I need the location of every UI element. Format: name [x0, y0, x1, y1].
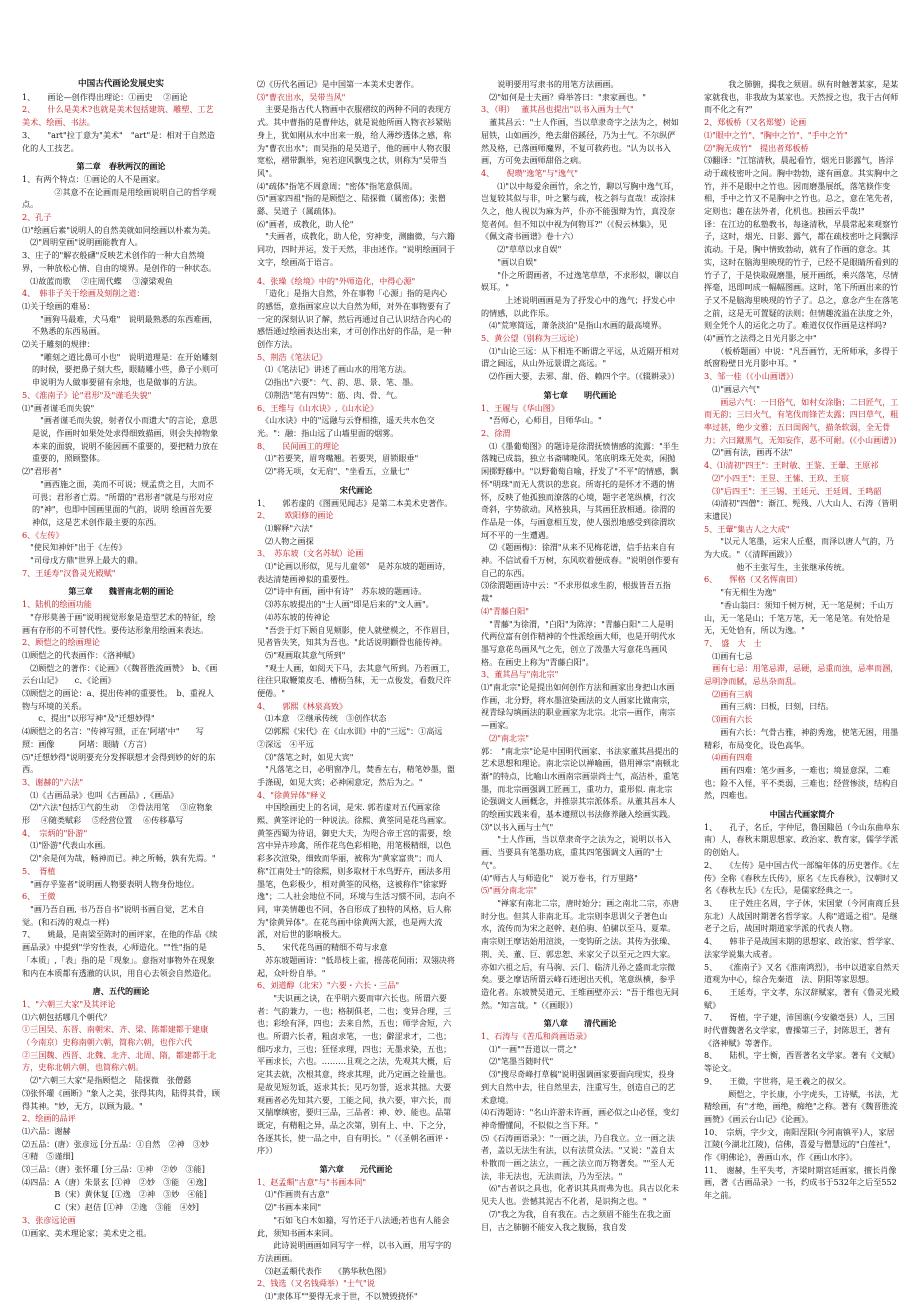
text-line: 1、 孔子，名丘，字仲尼，鲁国陬邑（今山东曲阜东南）人，春秋末期思想家、政治家、教育家，儒学学派的创始人。 [704, 821, 900, 858]
text-line: ⑵"书画本来同" [257, 1202, 322, 1213]
text-line: ⑵"草草以求自娱" [481, 244, 562, 255]
text-line: ⑴"画者谨毛而失貌" [22, 402, 95, 413]
text-line: ⑴画家、美术理论家；美术史之祖。 [22, 1227, 152, 1238]
section-heading: 唐、五代的画论 [92, 986, 150, 997]
column-4 [704, 78, 900, 1202]
text-line: 1、"六朝三大家"及其评论 [22, 998, 116, 1009]
text-line: ⑷"荒寒简远，萧条淡泊"是指山水画的最高境界。 [481, 320, 667, 331]
text-line: 8、 民间画工的理论 [257, 440, 340, 451]
text-line: ⑴"若要笑，眉弯嘴翘。若要哭，眉锁眼垂" [257, 453, 419, 464]
text-line: ⑴本意 ②继承传统 ③创作状态 [257, 713, 387, 724]
section-heading: 宋代画论 [339, 484, 373, 495]
text-line: ⑵"六法"包括①气韵生动 ②骨法用笔 ③应物象形 ④随类赋彩 ⑤经营位置 ⑥传移摹写 [22, 802, 213, 826]
text-line: 3、张彦远论画 [22, 1214, 76, 1225]
text-line: 3、庄子的"解衣般礴"反映艺术创作的一种大自然境界，一种放松心情、自由的境界。是创作的一种状态。 [22, 250, 217, 273]
text-line: ②其意不在论画而是用绘画说明自己的哲学观点。 [22, 186, 217, 210]
text-line: ⑴"以中每爱余画竹，余之竹，聊以写胸中逸气耳，岂复较其似与非，叶之繁与疏，枝之斜与直哉！或涂抹久之，他人视以为麻为芦，仆亦不能强辩为竹，真没奈览者何。但不知以中视为何物耳?"（《倪云林集》，见《佩文斋书画谱》卷十六） [481, 180, 679, 242]
text-line: ⑴"山论三远：从下相连不断谓之平远，从近隔开相对谓之阔远，从山外远景谓之高远。" [481, 345, 679, 369]
text-line: 3、 "art"拉丁意为"美术" "art"是：相对于自然造化的人工技艺。 [22, 129, 216, 153]
text-line: "画西施之面，美而不可说；规孟贲之目，大而不可畏；君形者亡焉。"所谓的"君形者"就是与形对应的"神"，也即中国画里面的气韵，说明 绘画首先要神似，这是艺术创作最主要的东西。 [32, 478, 214, 527]
text-line: 2、郑板桥（又名郑燮）论画 [704, 117, 807, 128]
text-line: "存形莫善于画"说明视觉形象是造型艺术的特征，绘画有存形的不可替代性。要传达形象用绘画来表达。 [22, 611, 216, 635]
text-line: 4、"徐黄异体"释义 [257, 789, 327, 800]
text-line: "有无相生为逸" [704, 587, 777, 598]
text-line: 1、陆机的绘画功能 [22, 599, 92, 610]
text-line: "香山翁曰：须知千树万树，无一笔是树；千山万山，无一笔是山；千笔万笔，无一笔是笔。有处恰是无，无处恰有，所以为逸。" [704, 599, 894, 636]
text-line: 6、《左传》 [22, 529, 64, 540]
text-line: ⑶翻译："江馆清秋，晨起看竹，烟光日影露气，皆浮动于疏枝密叶之间。胸中勃勃，遂有画意。其实胸中之竹，并不是眼中之竹也。因而磨墨展纸，落笔倏作变相，手中之竹又不是胸中之竹也。总之，意在笔先者，定则也；趣在法外者，化机也。独画云乎哉!" [704, 155, 899, 217]
text-line: C（宋）赵佶 [①神 ②逸 ③能 ④妙] [22, 1202, 199, 1213]
text-line: 6、刘道醇（北宋）"六要・六长・三品" [257, 980, 400, 991]
text-line: "以元人笔墨，运宋人丘壑，而泽以唐人气韵，乃为大成。"（《清晖画跋》） [704, 536, 894, 560]
text-line: ⑵五品：(唐）张彦远 [分五品：①自然 ②神 ③妙 ④精 ⑤谨细] [22, 1138, 218, 1162]
text-line: 董其昌云："士人作画，当以草隶奇字之法为之，树如屈铁，山如画沙，绝去甜俗蹊径，乃为士气。不尔纵俨然及格，已落画师魔界，不复可救药也。"认为以书入画，方可免去画师甜俗之病。 [481, 117, 679, 166]
text-line: 1、 郭若虚的《图画见闻志》是第二本美术史著作。 [257, 497, 453, 508]
text-line: ⑴关于绘画的难易： [22, 300, 95, 311]
text-line: ⑸"迁想妙得"说明要充分发挥联想才会得到妙的好的东西。 [22, 751, 216, 775]
text-line: ⑵"君形者" [22, 466, 62, 477]
text-line: ⑷"师古人与师造化" 说万卷书，行万里路" [481, 872, 638, 883]
text-line: 7、 盛 大 士 [704, 637, 762, 648]
text-line: 画有六长：气骨古雅，神韵秀逸，使笔无困，用墨精彩，布局变化，设色高华。 [704, 726, 899, 750]
text-line: ⑶"落笔之时，如见大宾" [257, 751, 354, 762]
text-line: ⑴"眼中之竹"、"胸中之竹"、"手中之竹" [704, 129, 848, 140]
text-line: ⑶苏东坡提出的"士人画"即是后来的"文人画"。 [257, 599, 434, 610]
text-line: ⑹"画者，成教化，助人伦" [257, 218, 354, 229]
text-line: "青藤"为徐渭，"白阳"为陈淳；"青藤白阳"二人是明代两位富有创作精神的个性派绘画大师，也是开明代水墨写意花鸟画风气之先，创立了泼墨大写意花鸟画风格。在画史上称为"青藤白阳"。 [481, 618, 676, 667]
text-line: 2、钱选（又名钱舜举）"士气"说 [257, 1278, 375, 1289]
text-line: 3、谢赫的"六法" [22, 776, 84, 787]
text-line: 3、邹一桂（《小山画谱》） [704, 371, 799, 382]
text-line: ⑵"胸无成竹" 提出者郑板桥 [704, 142, 809, 153]
text-line: "禅家有南北二宗，唐时始分；画之南北二宗，亦唐时分也。但其人非南北耳。北宗则李思训父子著色山水，流传而为宋之赵幹、赵伯驹、伯骕以至马、夏辈。南宗则王摩诘始用渲淡，一变钩斫之法。其传为张璪、荆、关、董、巨、郭忠恕、米家父子以至元之四大家。亦如六祖之后，有马驹、云门、临济儿孙之盛而北宗微矣。要之摩诘所谓云峰石迹迥出天机，笔意纵横，参乎造化者。东坡赞吴道元、王维画壁亦云："吾于维也无间然。"知言哉。"（《画眼》） [481, 898, 679, 1010]
text-line: ⑸"画分南北宗" [481, 885, 538, 896]
text-line: ⑶赵孟頫代表作 《鹊华秋色图》 [257, 1265, 391, 1276]
text-line: ⑶"以书入画与士气" [481, 821, 554, 832]
text-line: ⑶画有六长 [704, 714, 753, 725]
text-line: 8、 陆机，字士衡，西晋著名文学家。著有《文赋》等论文。 [704, 1050, 900, 1074]
text-line: ⑸《石涛画语录》："一画之法，乃自我立。立一画之法者，盖以无法生有法，以有法贯众法。"又说："盖自太朴散而一画之法立，一画之法立而万物著矣。""至人无法，非无法也，无法而法，乃为至法。" [481, 1132, 675, 1181]
section-heading: 第三章 魏晋南北朝的画论 [68, 586, 174, 597]
text-line: ⑴解释"六法" [257, 522, 314, 533]
section-heading: 第六章 元代画论 [319, 1164, 393, 1175]
text-line: ⑵"余是何为哉，畅神而已。神之所畅，孰有先焉。" [22, 853, 216, 864]
text-line: ⑴六品：谢赫 [22, 1125, 71, 1136]
section-heading: 中国古代画家简介 [769, 809, 835, 820]
text-line: 6、王维与《山水诀》,《山水论》 [257, 402, 379, 413]
text-line: "夫画者，成教化，助人伦，穷神变，测幽微，与六籍同功，四时并运，发于天然，非由述作。"说明绘画同于文字，绘画高于语言。 [257, 231, 455, 267]
text-line: 1、王履与《华山图》 [481, 402, 559, 413]
text-line: ⑵作画大要，去邪、甜、俗、赖四个字。（《辍耕录》） [481, 371, 680, 382]
text-line: B（宋）黄休复 [①逸 ②神 ③妙 ④能] [22, 1189, 207, 1200]
text-line: ⑵《题画梅》：徐渭"从来不见梅花谱，信手拈来自有神。不信试看千万树，东风吹着便成春。"说明创作要有自己的东西。 [481, 542, 679, 578]
column-1 [22, 78, 220, 1239]
text-line: 6、 王延寿，字文孝，东汉辞赋家，著有《鲁灵光殿赋》 [704, 986, 900, 1010]
text-line: 2、孔子 [22, 212, 52, 223]
text-line: 2、 《左传》是中国古代一部编年体的历史著作。《左传》全称《春秋左氏传》，原名《左氏春秋》，汉朝时又名《春秋左氏》《左氏》，是儒家经典之一。 [704, 859, 900, 896]
text-line: ⑵"画有法，画再不法" [704, 447, 793, 458]
text-line: ⑴六朝包括哪几个朝代？ [22, 1011, 112, 1022]
text-line: 3、董其昌与"南北宗" [481, 669, 559, 680]
text-line: ⑹"古者识之具也，化者识其具而弗为也。具古以化未见夫人也。尝憾其泥古不化者，是识拘之也。" [481, 1183, 679, 1207]
text-line: 3、 苏东坡（文名苏轼）论画 [257, 548, 364, 559]
text-line: 7、 姚最，是南梁至陈时的画评家，在他的作品《续画品录》中提到"学穷性表，心师造化。""性"指的是「本质」,「表」指的是「现象」。意指对事物外在现象和内在本质都有透澈的认识，用自心去领会自然造化。 [22, 929, 218, 978]
text-line: 11、 谢赫，生平失考，齐梁时期宫廷画家，擅长肖像画，著《古画品录》一书，约成书于532年之后至552年之前。 [704, 1164, 897, 1201]
text-line: ⑷石涛题诗："名山许游未许画，画必似之山必怪，变幻神奇懵懂间，不似似之当下拜。" [481, 1107, 679, 1130]
text-line: 4、 郭熙《林泉高致》 [257, 700, 348, 711]
text-line: 6、 恽格（又名恽南田） [704, 574, 803, 585]
text-line: ⑵"如何是士夫画？舜举答曰："隶家画也。" [481, 91, 646, 102]
text-line: ⑴"卧游"代表山水画。 [22, 840, 111, 851]
text-line: 画有四难：笔少画多，一难也；境显意深，二难也；险不入怪，平不类弱，三难也；经营惨淡，结构自然，四难也。 [704, 764, 899, 801]
text-line: 4、 宗炳的"卧游" [22, 827, 88, 838]
text-line: ⑴"作画贵有古意" [257, 1189, 330, 1200]
section-heading: 中国古代画论发展史实 [78, 79, 164, 89]
text-line: "画存乎鉴者"说明画人物要表明人物身份地位。 [22, 878, 200, 889]
text-line: ⑷"疏体"指笔不周意周；"密体"指笔意俱周。 [257, 180, 418, 191]
text-line: ⑵"笔墨当随时代" [481, 1056, 554, 1067]
text-line: ⑷苏东坡的传神论 [257, 611, 330, 622]
text-line: "观士人画，如阅天下马，去其意气所到。乃若画工，往往只取鞭策皮毛、槽枥刍秣，无一点俊发，看数尺许便倦。" [257, 662, 455, 699]
text-line: 4、 韩非子是战国末期的思想家、政治家、哲学家、法家学说集大成者。 [704, 936, 900, 959]
text-line: 我之肺腑，揭我之须眉。纵有时触著某家，是某家就我也，非我故为某家也。天然授之也，我于古何师而不化之有?" [704, 79, 899, 115]
text-line: 5、《淮南子》论"君形"及"谨毛失貌" [22, 389, 152, 400]
text-line: "雕刻之道比鼻可小也" 说明道理是：在开始雕刻的时候，要把鼻子刻大些，眼睛雕小些，鼻子小则可申说明为人做事要留有余地，也是做事的方法。 [32, 351, 219, 388]
text-line: 5、黄公望（别称为三远论） [481, 333, 584, 344]
text-line: 4、 倪瓒"逸笔"与"逸气" [481, 167, 578, 178]
text-line: 1、有两个特点：①画论的人不是画家。 [22, 173, 165, 184]
text-line: 4、⑴清初"四王"：王时敏、王鉴、王翬、王原祁 [704, 460, 879, 471]
text-line: ⑴"一画""吾道以一贯之" [481, 1043, 577, 1054]
text-line: ⑸"观画取其意气所到" [257, 649, 346, 660]
text-line: 1、石涛与《苦瓜和尚画语录》 [481, 1031, 592, 1042]
text-line: 上述说明画画是为了抒发心中的逸气；抒发心中的情感，以此作乐。 [481, 294, 676, 318]
text-line: 6、 王微 [22, 891, 56, 902]
text-line: ⑴顾恺之的代表画作：《洛神赋》 [22, 649, 140, 660]
text-line: ⑶"搜尽奇峰打草稿"说明强调画家要面向现实，投身到大自然中去，往自然里去，注重写生，创造自己的艺术意境。 [481, 1069, 676, 1105]
section-heading: 第八章 清代画论 [543, 1018, 617, 1029]
text-line: 「造化」是指大自然，外在事物「心源」指的是内心的感悟，意指画家应以大自然为师，对外在事物要有了一定的深刻认识了解，然后再通过自己认识结合内心的感悟通过绘画表达出来，才可创作出好的作品，是一种创作方法。 [257, 288, 452, 350]
text-line: 10、 宗炳，字少文，南阳涅阳(今河南镇平)人，家居江陵(今湖北江陵)，信佛，喜爱与僧慧远的"白莲社"，作《明佛论》，善画山水，作《画山水序》。 [704, 1126, 896, 1163]
text-line: ⑵郭熙《宋代》在《山水训》中的"三远"：①高远 ②深远 ④平远 [257, 726, 451, 749]
text-line: 5、 《淮南子》又名《淮南鸿烈》，书中以道家自然天道观为中心，综合先秦道 法、阴阳等家思想。 [704, 961, 900, 985]
text-line: ②三国魏、西晋、北魏、北齐、北周、隋，都建都于北方，史称北朝六朝，也简称六朝。 [22, 1049, 217, 1073]
text-line: ⑴"南北宗"论是提出如何创作方法和画家出身把山水画作画，北分野，将水墨渲染画法的文人画家比做南宗，视青绿勾填画法的职业画家为北宗。北宗—画作，南宗—画家。 [481, 682, 676, 731]
text-line: ⑵"南北宗" [481, 732, 529, 743]
text-line: ⑵"六朝三大家"是指顾恺之 陆探微 张僧繇 [22, 1075, 192, 1086]
text-line: 7、王延寿"汉鲁灵光殿赋" [22, 567, 116, 578]
text-line: ⑵"小四王"：王昱、王愫、王玖、王宸 [704, 472, 850, 483]
column-2 [257, 78, 455, 1303]
text-line: ⑴"论画以形似，见与儿童邻" 是苏东坡的题画诗，表达清楚画神似的重要性。 [257, 561, 451, 584]
text-line: 说明要用写隶书的用笔方法画画。 [481, 79, 619, 89]
text-line: ⑶张怀瓘《画断》"象人之美，张得其肉，陆得其骨，顾得其神。"妙，无方，以顾为最。" [22, 1087, 220, 1111]
text-line: 画有三病：曰板，曰刻，曰结。 [704, 701, 834, 712]
text-line: ⑵画有三病 [704, 688, 753, 699]
text-line: 9、 王微，字世将，是王羲之的叔父。 [704, 1075, 851, 1086]
text-line: "画狗马最难，犬马难" 说明最熟悉的东西难画，不熟悉的东西易画。 [32, 313, 218, 337]
text-line: ⑴《古画品录》也叫《古画品》,《画品》 [22, 789, 179, 800]
text-line: 5、荆浩《笔法记》 [257, 351, 327, 362]
text-line: "画者谨毛而失貌，射者仅小而遗大"的言论，意思是说，作画时如果处处求得细致描画，则会失掉物象本来的面貌，说明不能因画不重要的，要把精力放在重要的，照顾整体。 [32, 415, 219, 464]
text-line: ⑴故蓝而歌 ②庄周代蝶 ③濠梁观鱼 [22, 275, 173, 286]
text-line: 2、绘画的品评 [22, 1113, 76, 1124]
text-line: 顾恺之，字长康，小字虎头，工诗赋，书法，尤精绘画，有"才绝，画绝，痴绝"之称。著有《魏晋胜流画赞》《画云台山记》《论画》。 [704, 1088, 899, 1124]
text-line: ⑵"周明堂画"说明画能教育人。 [22, 237, 143, 248]
text-line: 画有七忌：用笔忌滞，忌硬，忌重而浊，忌率而溷，忌明净而腻，忌丛杂而乱。 [704, 663, 899, 687]
column-3 [481, 78, 679, 1233]
text-line: ⑴《墨葡萄图》的题诗是徐渭抚愤情感的流露："半生落魄已成翁，独立书斋啸晚风。笔底明珠无处卖，闲抛闲掷野藤中。"以野葡萄自喻，抒发了"不平"的情感，飘怀"明珠"而无人赏识的悲哀。所寄托的是怀才不遇的情怀，反映了他孤独而潦落的心境，题字老笔纵横，行次奇斜，字势欲动。风格独具，与其画狂放相通。徐渭的作品是一体，与画意相互发，使人强烈地感受到徐渭坎坷不平的一生遭遇。 [481, 440, 679, 540]
text-line: 2、徐渭 [481, 427, 511, 438]
text-line: ⑺"我之为我，自有我在。古之须眉不能生在我之面目，古之肺腑不能安入我之腹肠，我自发 [481, 1208, 671, 1232]
text-line: ⑶徐渭题画诗中云："不求形似求生韵，根拔皆吾五指裁" [481, 580, 671, 604]
text-line: "吾尝于灯下顾自见颊影，使人就壁模之，不作眉目，见者皆失笑，知其为吾也。"此话说明颧骨也能传神。 [257, 624, 455, 648]
text-line: ⑴"绘画后素"说明人的自然美就如同绘画以朴素为美。 [22, 224, 216, 235]
text-line: ⑸"画家四祖"指的是顾恺之、陆探微（属密体)；张僧繇、吴道子（属疏体)。 [257, 193, 446, 217]
text-line: ⑶三品：（唐）张怀瓘 [分三品：①神 ②妙 ③能] [22, 1164, 205, 1175]
text-line: 1、赵孟頫"古意"与"书画本同" [257, 1176, 367, 1187]
section-heading: 第七章 明代画论 [543, 389, 617, 400]
text-line: "石如飞白木如籀，写竹还于八法通;若也有人能会此，须知书画本来同。 [257, 1214, 450, 1238]
text-line: ⑶"曹衣出水，吴带当风" [257, 91, 346, 102]
text-line: ⑶"后四王"：王三锡、王廷元、王廷周、王鸣韶 [704, 485, 882, 496]
text-line: ⑵关于雕刻的规律： [22, 339, 95, 350]
text-line: ⑷画有四难 [704, 752, 753, 763]
text-line: 5、 胥植 [22, 865, 56, 876]
text-line: 郭： "南北宗"论是中国明代画家、书法家董其昌提出的艺术思想和理论。南北宗论以禅喻画，借用禅宗"南顿北渐"的特点，比喻山水画南宗画崇尚士气，高洁朴，重笔墨，而北宗画强调工匠画工，重功力，重形似. 南北宗论强调文人画概念，并推崇其宗派体系。从董其昌本人的绘画实践来看，基本遵照以书法修养融入绘画实践。 [481, 745, 679, 820]
text-line: "士人作画，当以草隶奇字之法为之，说明以书入画、当要具有笔墨功底，重其四笔强调文人画的"士气"。 [481, 834, 671, 870]
text-line: 此诗说明画画如同写字一样，以书入画，用写字的方法画画。 [257, 1240, 452, 1263]
text-line: "凡落笔之日，必明窗净几，焚香左右，精笔妙墨，盥手涤砚，如见大宾；必神闲意定，然后为之。" [257, 764, 455, 787]
text-line: ⑵人物之画探 [257, 535, 314, 546]
text-line: "吾师心，心师目，目师华山。" [481, 415, 602, 426]
text-line: ⑷清初"四僧"：渐江、髡残、八大山人、石涛（皆明末遗民） [704, 498, 898, 521]
text-line: ⑴《笔法记》讲述了画山水的用笔方法。 [257, 364, 411, 375]
text-line: ⑷"青藤白阳" [481, 605, 529, 616]
text-line: "画乃吾自画, 书乃吾自书"说明书画自觉，艺术自觉。(和石涛的观点一样) [22, 904, 205, 927]
text-line: 画忌六气：一曰俗气，如村女涂脂；二曰匠气，工而无韵；三曰火气，有笔伐而锋芒太露；四曰草气，粗率过甚，绝少文雅；五曰闺阁气，描条软弱，全无骨力；六曰蹴黑气，无知妄作，恶不可耐。(《小山画谱》) [704, 396, 899, 445]
text-line: ⑴画有七忌 [704, 650, 753, 661]
text-line: （板桥题画）中说："凡吾画竹，无所师承，多得于纸窗粉壁日光月影中耳。" [704, 345, 898, 369]
text-line: 2、 欧阳修的画论 [257, 510, 334, 521]
text-line: ⑵顾恺之的著作：《论画》（《魏晋胜流画赞》 b、《画云台山记》 c、《论画》 [22, 662, 218, 686]
text-line: 主要是指古代人物画中衣服褶纹的两种不同的表现方式。其中曹指的是曹仲达，就是说他所画人物衣衫紧贴身上，犹如刚从水中出来一般，给人薄纱透体之感，称为"曹衣出水"；而吴指的是吴道子，他的画中人物衣服宽松，褶带飘举，宛若迎风飘曳之状，则称为"吴带当风"。 [257, 104, 452, 178]
text-line: 他不主张写生，主张继承传统。 [704, 561, 850, 572]
text-line: ①三国吴、东晋、南朝宋、齐、梁、陈都建都于建康（今南京）史称南朝六朝，简称六朝，也作六代 [22, 1024, 209, 1048]
text-line: 2、 什么是美术?也就是美术包括建筑、雕塑、工艺美术、绘画、书法。 [22, 104, 214, 128]
text-line: 4、 韩非子关于绘画及刻削之道： [22, 288, 145, 299]
text-line: ⑶顾恺之的画论：a、提出传神的重要性。 b、重视人物与环境的关系。 [22, 688, 215, 711]
text-line: 4、张璪《绘境》中的"外师造化，中得心源" [257, 275, 416, 286]
text-line: ⑶荆浩"笔有四势"：筋、肉、骨、气。 [257, 389, 403, 400]
text-line: ⑷顾恺之的名言："传神写照，正在'阿堵'中" 写照：画像 阿堵：眼睛（方言） [22, 726, 204, 749]
text-line: "司母戊方鼎"世界上最大的鼎。 [22, 555, 143, 566]
text-line: "画以自娱" [481, 256, 538, 267]
text-line: c、提出"以形写神"及"迁想妙得" [22, 713, 155, 724]
text-line: 3、（明） 董其昌也提出"以书入画为士气" [481, 104, 634, 115]
text-line: ⑵"诗中有画，画中有诗" 苏东坡的题画诗。 [257, 586, 427, 597]
text-line: 7、 胥植，字子建，沛国谯(今安徽亳县）人，三国时代曹魏著名文学家，曹操第三子，封陈思王，著有《洛神赋》等著作。 [704, 1012, 895, 1048]
text-line: 译：在江边的私塾教书，每逢清秋，早晨常起来观察竹子，这时，烟光、日影、露气，都在疏枝密叶之间飘浮流动。于是，胸中情致勃动，就有了作画的意念。其实，这时在脑海里映现的竹子，已经不是眼睛所看到的竹子了，于是快取砚磨墨，展开画纸，乘兴落笔，尽情挥毫，迅即呵成一幅幅图画。这时，笔下所画出来的竹子又不是脑海里映现的竹子了。总之，意念产生在落笔之前，这是无可置疑的法则；但情趣流溢在法度之外，则全凭个人的运化之功了。难道仅仅作画是这样吗? [704, 218, 899, 331]
text-line: ⑴"隶体耳""要得无求于世，不以赞毁挠怀" [257, 1291, 418, 1302]
text-line: 5、 宋代花鸟画的精细不苟与求意 [257, 942, 388, 953]
text-line: 苏东坡题画诗："低昂枝上雀，摇荡花间雨；双翎决将起，众叶纷自举。" [257, 954, 455, 978]
text-line: ⑷"画竹之法得之日光月影之中" [704, 333, 817, 344]
text-line: "仆之所谓画者，不过逸笔草草，不求形似，聊以自娱耳。" [481, 269, 679, 293]
text-line: 中国绘画史上的名词，是宋. 郭若虚对五代画家徐熙、黄筌评论的一种说法。徐熙、黄筌同是花鸟画家。黄筌西蜀为待诏，御史大夫，为咫合帝王宫的需要，绘宫中异卉珍禽，所作花鸟色彩相艳，用笔极精细，以色彩多次渲染，细致而华丽，被称为"黄家富贵"；而人称"江南处士"的徐熙，则多取材于水鸟野卉，画法多用墨笔，色彩极少，相对黄筌的风格，这被称作"徐家野逸"；二人社会地位不同，环境与生活习惯不同，志向不同，审美情趣也不同，各自形成了独特的风格，后人称为"徐黄异体"。在花鸟画中徐黄两大派，也是两大流派，对后世的影响极大。 [257, 802, 455, 940]
text-line: 5、王翬"集古人之大成" [704, 523, 790, 534]
text-line: ⑴"画忌六气" [704, 383, 761, 394]
text-line: 《山水诀》中的"远融与云脊相推，遥天共水色交光。"：融：指山远了山墙里面的烟雾。 [257, 415, 435, 438]
text-line: "夫识画之诀，在乎明六要而审六长也。所谓六要者：气韵兼力，一也；格制俱老，二也；变异合理，三也；彩绘有泽，四也；去来自然，五也；师学舍短，六也。所谓六长者，粗卤求笔，一也；僻涩求才，二也；细巧求力，三也；狂怪求理，四也；无墨求染，五也；平画求长，六也。………且观之之法，先观其大概，后定其去就，次根其意，终求其理，此乃定画之铨量也。是故见短勿诋，返求其长；见巧勿誉，返求其拙。大要观画者必先知其六要，工能之间，执六要，审六长，而又揣摩缜密，要归三品，三品者：神、妙、能也。品第既定，有精粗之异，品之次第，别有上、中、下之分，各逐其长，使一品之中，自有明长。"（《圣朝名画评・序》） [257, 992, 452, 1156]
text-line: ⑷四品：A（唐）朱景玄 [①神 ②妙 ③能 ④逸] [22, 1176, 207, 1187]
text-line: ⑵"将无项，女无肩"、"坐看五，立量七" [257, 466, 410, 477]
section-heading: 第二章 春秋两汉的画论 [76, 161, 166, 172]
text-line: 2、顾恺之的绘画理论 [22, 637, 100, 648]
text-line: ⑵《历代名画记》是中国第一本美术史著作。 [257, 79, 419, 89]
text-line: 3、 庄子姓庄名周，字子休，宋国蒙（今河南商丘县东北）人战国时期著名哲学家。人称"道遥之祖"。是继老子之后，战国时期道家学派的代表人物。 [704, 898, 900, 934]
text-line: 1、 画论—创作得出理论：①画史 ②画论 [22, 91, 188, 102]
text-line: "使民知神奸"出于《左传》 [22, 542, 127, 553]
text-line: ⑵指出"六要"：气、韵、思、景、笔、墨。 [257, 377, 419, 388]
